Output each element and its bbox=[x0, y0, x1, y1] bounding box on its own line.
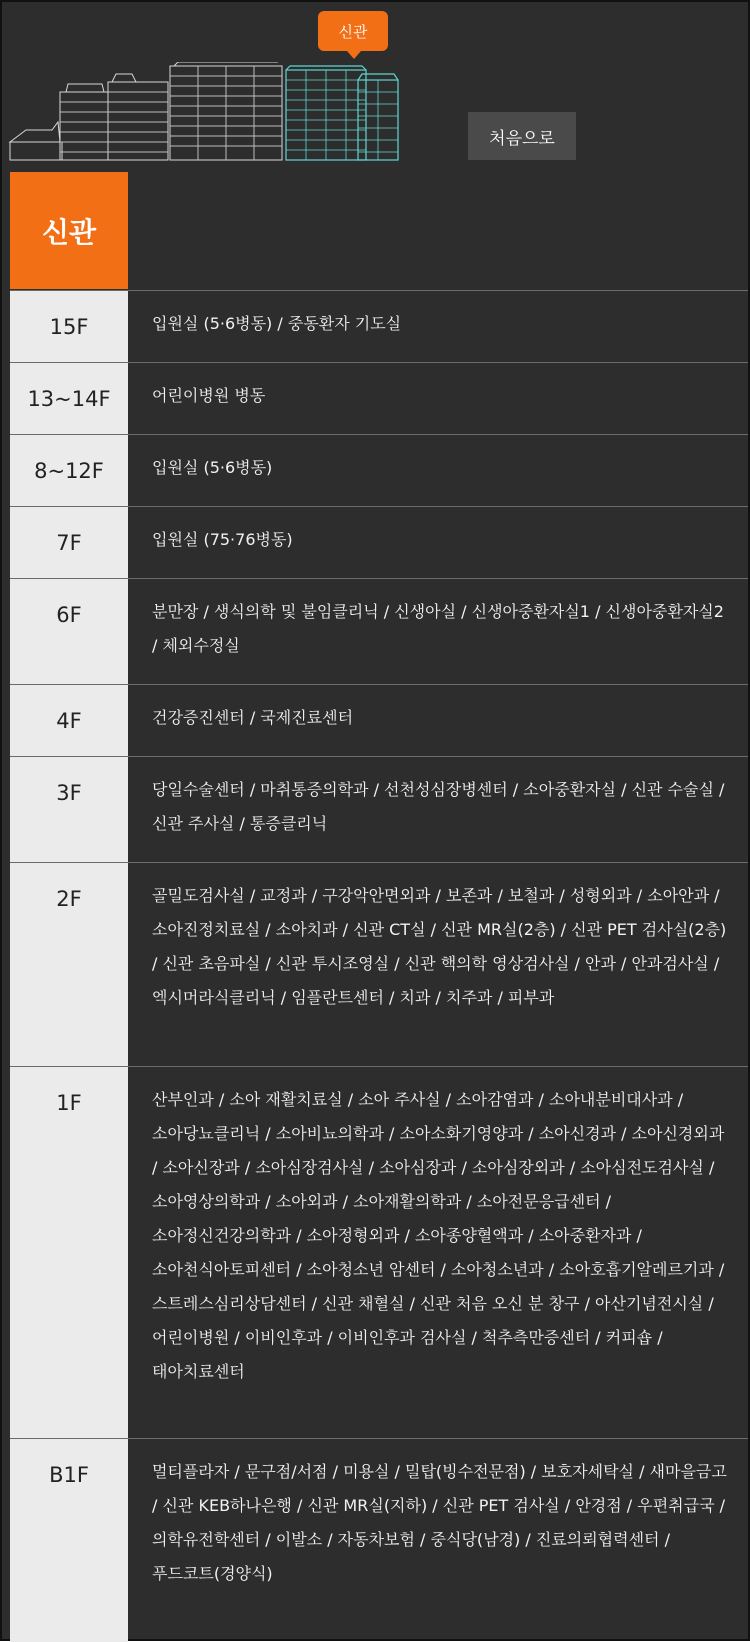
floor-facilities: 입원실 (5·6병동) / 중동환자 기도실 bbox=[152, 314, 402, 333]
floor-facilities: 입원실 (5·6병동) bbox=[152, 458, 273, 477]
floor-facilities: 멀티플라자 / 문구점/서점 / 미용실 / 밀탑(빙수전문점) / 보호자세탁실 / 새마을금고 / 신관 KEB하나은행 / 신관 MR실(지하) / 신관 PET 검사실 / 안경점 / 우편취급국 / 의학유전학센터 / 이발소 / 자동차보험 / 중식당(남경) / 진료의뢰협력센터 / 푸드코트(경양식) bbox=[152, 1462, 727, 1583]
floor-label: 1F bbox=[10, 1067, 128, 1438]
current-building-badge: 신관 bbox=[318, 11, 388, 51]
floor-label: B1F bbox=[10, 1439, 128, 1642]
floor-row-1f bbox=[10, 1066, 748, 1438]
building-title: 신관 bbox=[10, 172, 128, 289]
floor-label: 2F bbox=[10, 863, 128, 1066]
floor-directory-table bbox=[10, 290, 748, 1642]
floor-row-6f bbox=[10, 578, 748, 684]
floor-facilities: 골밀도검사실 / 교정과 / 구강악안면외과 / 보존과 / 보철과 / 성형외과 / 소아안과 / 소아진정치료실 / 소아치과 / 신관 CT실 / 신관 MR실(2층) / 신관 PET 검사실(2층) / 신관 초음파실 / 신관 투시조영실 / 신관 핵의학 영상검사실 / 안과 / 안과검사실 / 엑시머라식클리닉 / 임플란트센터 / 치과 / 치주과 / 피부과 bbox=[152, 886, 727, 1007]
floor-facilities: 산부인과 / 소아 재활치료실 / 소아 주사실 / 소아감염과 / 소아내분비대사과 / 소아당뇨클리닉 / 소아비뇨의학과 / 소아소화기영양과 / 소아신경과 / 소아신경외과 / 소아신장과 / 소아심장검사실 / 소아심장과 / 소아심장외과 / 소아심전도검사실 / 소아영상의학과 / 소아외과 / 소아재활의학과 / 소아전문응급센터 / 소아정신건강의학과 / 소아정형외과 / 소아종양혈액과 / 소아중환자과 / 소아천식아토피센터 / 소아청소년 암센터 / 소아청소년과 / 소아호흡기알레르기과 / 스트레스심리상담센터 / 신관 채혈실 / 신관 처음 오신 분 창구 / 아산기념전시실 / 어린이병원 / 이비인후과 / 이비인후과 검사실 / 척추측만증센터 / 커피숍 / 태아치료센터 bbox=[152, 1090, 725, 1381]
floor-row-15f bbox=[10, 290, 748, 362]
floor-row-2f bbox=[10, 862, 748, 1066]
floor-label: 4F bbox=[10, 685, 128, 756]
campus-buildings-illustration bbox=[8, 62, 418, 164]
floor-label: 6F bbox=[10, 579, 128, 684]
home-button[interactable]: 처음으로 bbox=[468, 112, 576, 160]
floor-label: 8~12F bbox=[10, 435, 128, 506]
floor-row-4f bbox=[10, 684, 748, 756]
header bbox=[2, 2, 748, 172]
floor-facilities: 건강증진센터 / 국제진료센터 bbox=[152, 708, 354, 727]
floor-row-3f bbox=[10, 756, 748, 862]
floor-row-b1f bbox=[10, 1438, 748, 1642]
floor-facilities: 입원실 (75·76병동) bbox=[152, 530, 293, 549]
floor-row-7f bbox=[10, 506, 748, 578]
floor-facilities: 어린이병원 병동 bbox=[152, 386, 266, 405]
floor-facilities: 분만장 / 생식의학 및 불임클리닉 / 신생아실 / 신생아중환자실1 / 신생아중환자실2 / 체외수정실 bbox=[152, 602, 724, 655]
floor-label: 7F bbox=[10, 507, 128, 578]
floor-label: 15F bbox=[10, 291, 128, 362]
floor-row-13-14f bbox=[10, 362, 748, 434]
floor-facilities: 당일수술센터 / 마취통증의학과 / 선천성심장병센터 / 소아중환자실 / 신관 수술실 / 신관 주사실 / 통증클리닉 bbox=[152, 780, 725, 833]
floor-row-8-12f bbox=[10, 434, 748, 506]
floor-label: 13~14F bbox=[10, 363, 128, 434]
floor-label: 3F bbox=[10, 757, 128, 862]
